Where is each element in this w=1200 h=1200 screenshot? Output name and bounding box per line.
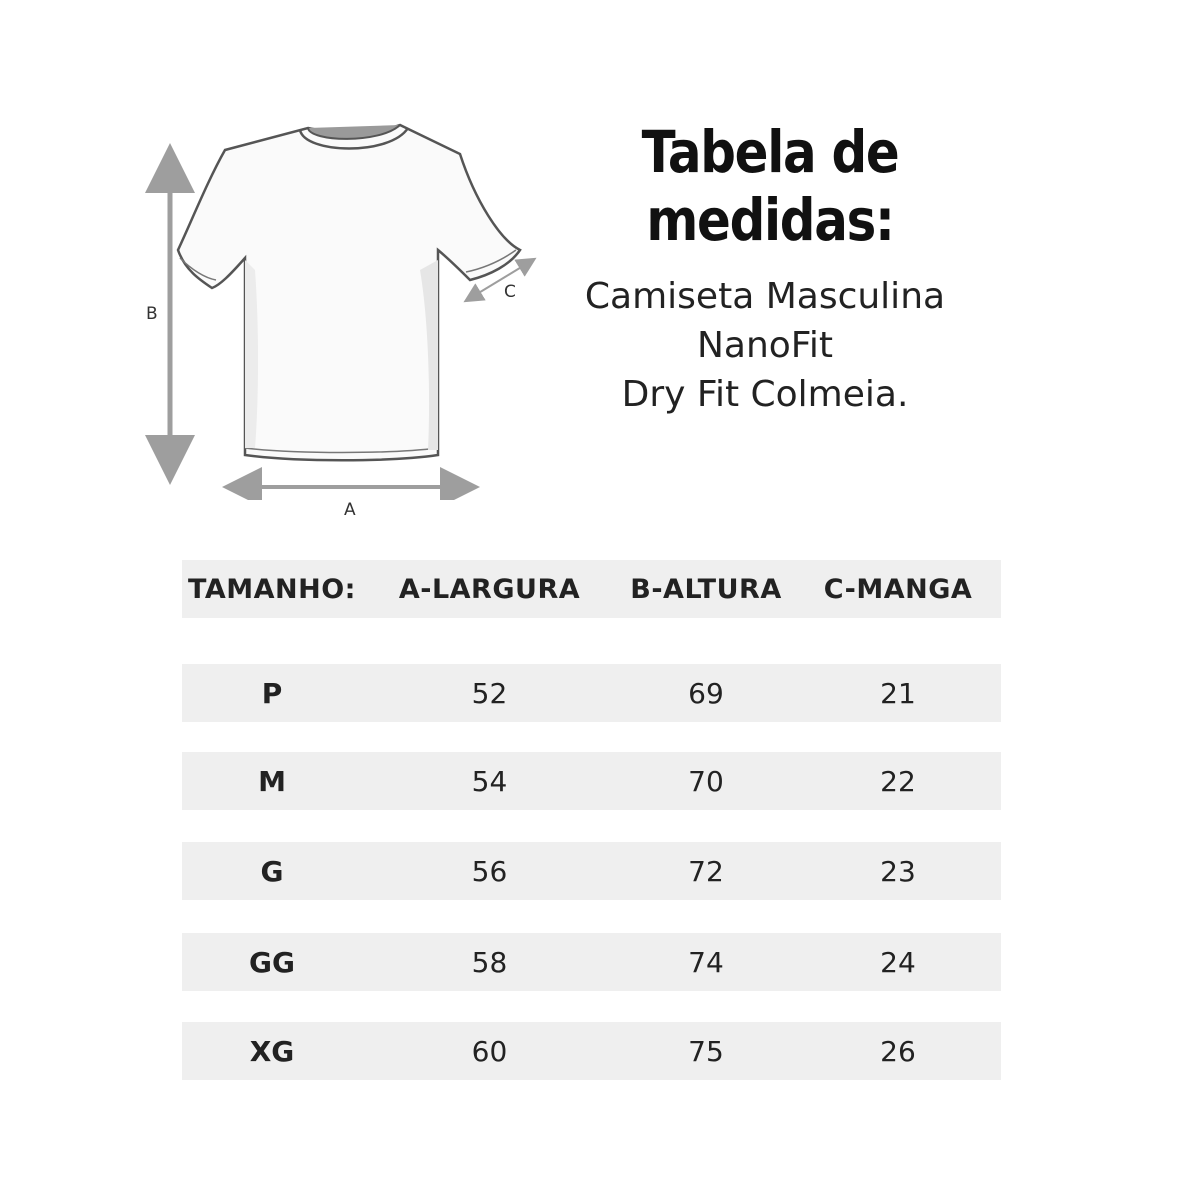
- width-cell: 54: [471, 764, 508, 798]
- size-cell: G: [260, 854, 284, 888]
- table-row: [182, 933, 1001, 991]
- width-cell: 60: [471, 1034, 508, 1068]
- height-cell: 75: [688, 1034, 724, 1068]
- size-cell: M: [258, 764, 286, 798]
- header-sleeve: C-MANGA: [823, 573, 973, 605]
- height-cell: 72: [688, 854, 724, 888]
- t-shirt-diagram: [130, 110, 550, 500]
- sleeve-cell: 26: [880, 1034, 916, 1068]
- sleeve-cell: 21: [880, 676, 916, 710]
- sleeve-cell: 22: [880, 764, 916, 798]
- product-line-2: NanoFit: [696, 325, 834, 366]
- height-cell: 70: [688, 764, 724, 798]
- sleeve-cell: 23: [880, 854, 916, 888]
- size-cell: P: [261, 676, 283, 710]
- table-header-row: [182, 560, 1001, 618]
- product-line-1: Camiseta Masculina: [584, 276, 946, 317]
- product-description: [530, 272, 1000, 419]
- table-row: [182, 664, 1001, 722]
- header-height: B-ALTURA: [630, 573, 782, 605]
- table-row: [182, 1022, 1001, 1080]
- sleeve-cell: 24: [880, 945, 916, 979]
- width-cell: 56: [471, 854, 508, 888]
- table-row: [182, 752, 1001, 810]
- size-cell: GG: [249, 945, 295, 979]
- header-size: TAMANHO:: [188, 573, 356, 605]
- header-width: A-LARGURA: [398, 573, 581, 605]
- table-row: [182, 842, 1001, 900]
- product-line-3: Dry Fit Colmeia.: [621, 374, 909, 415]
- t-shirt-outline-icon: [178, 125, 520, 460]
- dimension-label-a: A: [344, 500, 356, 520]
- width-cell: 52: [471, 676, 508, 710]
- width-cell: 58: [471, 945, 508, 979]
- height-cell: 74: [688, 945, 724, 979]
- dimension-label-b: B: [146, 304, 158, 324]
- dimension-label-c: C: [504, 282, 516, 302]
- page-title: Tabela de medidas:: [641, 118, 899, 254]
- height-cell: 69: [688, 676, 724, 710]
- size-cell: XG: [249, 1034, 295, 1068]
